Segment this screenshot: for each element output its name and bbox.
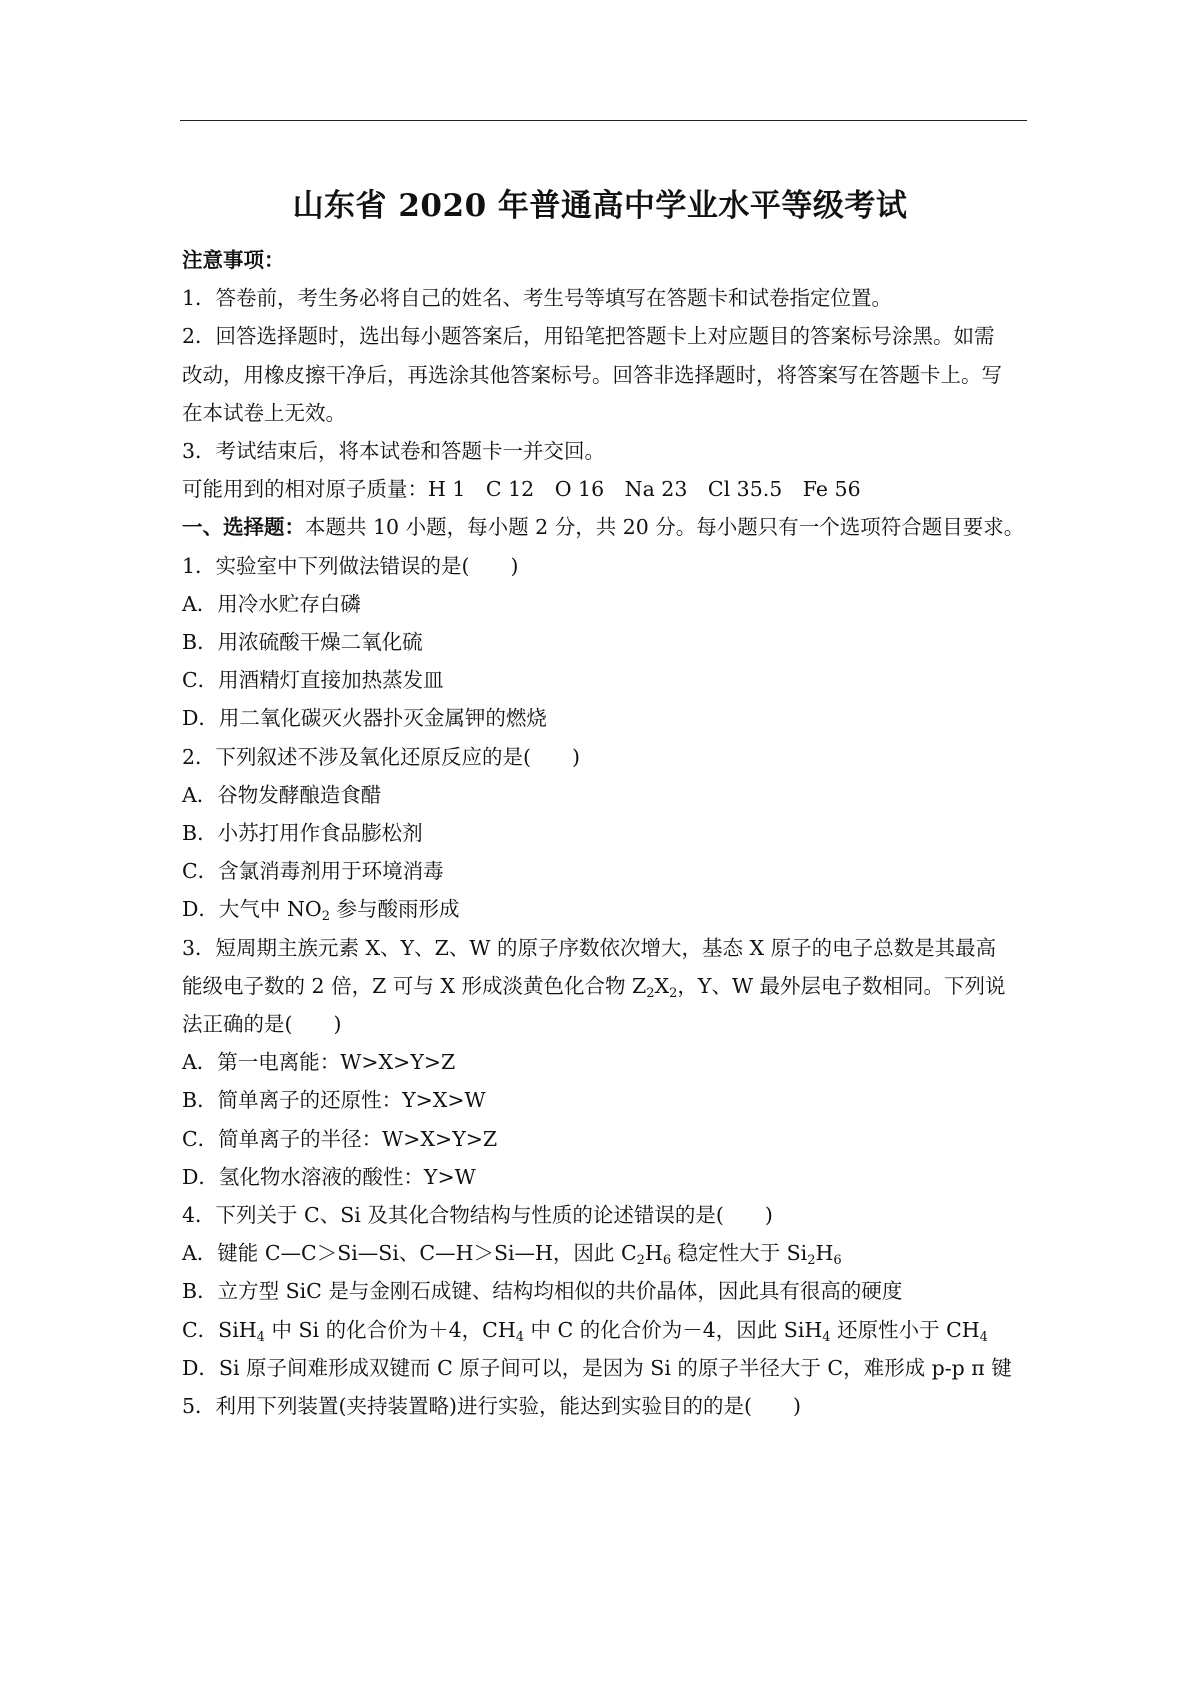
- text-segment: 2．下列叙述不涉及氧化还原反应的是( ): [182, 744, 581, 769]
- subscript: 4: [515, 1329, 524, 1345]
- header-rule: [180, 120, 1027, 121]
- text-segment: H: [815, 1241, 834, 1266]
- text-line: [182, 1239, 842, 1267]
- text-line: [182, 322, 995, 350]
- text-line: [182, 1277, 902, 1305]
- text-segment: D．用二氧化碳灭火器扑灭金属钾的燃烧: [182, 706, 547, 731]
- text-line: [182, 399, 346, 427]
- text-segment: 在本试卷上无效。: [182, 400, 346, 425]
- text-line: [182, 934, 996, 962]
- text-segment: 5．利用下列装置(夹持装置略)进行实验，能达到实验目的的是( ): [182, 1394, 802, 1418]
- text-segment: B．小苏打用作食品膨松剂: [182, 821, 423, 845]
- text-line: [182, 590, 361, 618]
- text-segment: 改动，用橡皮擦干净后，再选涂其他答案标号。回答非选择题时，将答案写在答题卡上。写: [182, 362, 1002, 387]
- text-line: [182, 284, 892, 312]
- text-segment: 可能用到的相对原子质量：H 1 C 12 O 16 Na 23 Cl 35.5 Fe 56: [182, 477, 861, 502]
- text-line: [182, 1354, 1012, 1382]
- text-segment: 3．短周期主族元素 X、Y、Z、W 的原子序数依次增大，基态 X 原子的电子总数是其最高: [182, 935, 997, 960]
- text-segment: 4．下列关于 C、Si 及其化合物结构与性质的论述错误的是( ): [182, 1203, 773, 1227]
- text-segment: B．简单离子的还原性：Y>X>W: [182, 1088, 486, 1113]
- text-segment: C．含氯消毒剂用于环境消毒: [182, 859, 444, 884]
- text-segment: A．键能 C—C＞Si—Si、C—H＞Si—H，因此 C: [182, 1241, 637, 1266]
- text-segment: 还原性小于 CH: [830, 1317, 980, 1342]
- subscript: 2: [669, 985, 678, 1001]
- text-segment: 一、选择题：: [182, 515, 305, 540]
- exam-title: 山东省 2020 年普通高中学业水平等级考试: [292, 188, 908, 224]
- subscript: 4: [256, 1329, 265, 1345]
- text-segment: 本题共 10 小题，每小题 2 分，共 20 分。每小题只有一个选项符合题目要求。: [305, 515, 1025, 540]
- text-line: [182, 857, 444, 885]
- subscript: 2: [321, 909, 330, 925]
- text-segment: 1．实验室中下列做法错误的是( ): [182, 553, 519, 578]
- text-segment: 注意事项：: [182, 248, 285, 272]
- text-segment: 中 C 的化合价为－4，因此 SiH: [524, 1317, 823, 1342]
- subscript: 6: [662, 1253, 672, 1269]
- text-segment: B．立方型 SiC 是与金刚石成键、结构均相似的共价晶体，因此具有很高的硬度: [182, 1279, 903, 1304]
- text-line: [182, 1125, 497, 1153]
- text-segment: C．简单离子的半径：W>X>Y>Z: [182, 1126, 498, 1151]
- text-line: [182, 1392, 801, 1420]
- text-line: [182, 1316, 988, 1344]
- text-line: [182, 1201, 773, 1229]
- text-line: [182, 819, 423, 847]
- text-segment: C．用酒精灯直接加热蒸发皿: [182, 668, 444, 693]
- text-segment: D．Si 原子间难形成双键而 C 原子间可以，是因为 Si 的原子半径大于 C，难形成 p-p π 键: [182, 1355, 1012, 1380]
- text-line: [182, 246, 285, 274]
- text-line: [182, 1163, 476, 1191]
- text-line: [182, 1086, 486, 1114]
- text-segment: H: [644, 1241, 663, 1266]
- text-segment: 稳定性大于 Si: [671, 1241, 808, 1266]
- text-segment: D．大气中 NO: [182, 897, 322, 922]
- text-line: [182, 552, 519, 580]
- text-line: [182, 666, 444, 694]
- text-segment: 2．回答选择题时，选出每小题答案后，用铅笔把答题卡上对应题目的答案标号涂黑。如需: [182, 324, 995, 349]
- text-segment: 法正确的是( ): [182, 1012, 342, 1036]
- text-line: [182, 437, 605, 465]
- text-segment: C．SiH: [182, 1317, 257, 1342]
- text-segment: X: [654, 973, 670, 998]
- text-segment: 能级电子数的 2 倍，Z 可与 X 形成淡黄色化合物 Z: [182, 973, 647, 998]
- text-line: [182, 628, 423, 656]
- text-line: [182, 704, 547, 732]
- text-line: [182, 781, 381, 809]
- text-line: [182, 895, 460, 923]
- subscript: 2: [636, 1253, 645, 1269]
- text-line: [182, 1048, 455, 1076]
- subscript: 6: [833, 1253, 842, 1269]
- subscript: 2: [646, 985, 655, 1001]
- subscript: 4: [979, 1329, 988, 1345]
- text-segment: A．用冷水贮存白磷: [182, 591, 361, 616]
- text-segment: D．氢化物水溶液的酸性：Y>W: [182, 1164, 476, 1189]
- text-line: [182, 513, 1024, 541]
- text-segment: B．用浓硫酸干燥二氧化硫: [182, 630, 423, 654]
- text-line: [182, 972, 1006, 1000]
- text-line: [182, 1010, 342, 1038]
- text-segment: 参与酸雨形成: [329, 897, 460, 922]
- text-segment: 3．考试结束后，将本试卷和答题卡一并交回。: [182, 439, 606, 463]
- text-segment: ，Y、W 最外层电子数相同。下列说: [677, 973, 1006, 998]
- text-line: [182, 361, 1002, 389]
- text-segment: A．谷物发酵酿造食醋: [182, 782, 382, 807]
- text-segment: 1．答卷前，考生务必将自己的姓名、考生号等填写在答题卡和试卷指定位置。: [182, 286, 893, 311]
- text-segment: A．第一电离能：W>X>Y>Z: [182, 1050, 456, 1075]
- text-line: [182, 475, 861, 503]
- subscript: 2: [807, 1253, 816, 1269]
- text-segment: 中 Si 的化合价为＋4，CH: [264, 1317, 516, 1342]
- text-line: [182, 743, 580, 771]
- subscript: 4: [822, 1329, 831, 1345]
